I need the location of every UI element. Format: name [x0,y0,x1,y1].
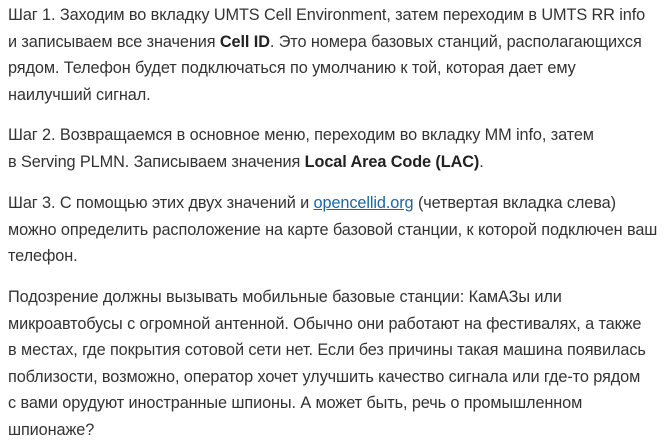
step-1-line-1: Шаг 1. Заходим во вкладку UMTS Cell Environment, затем переходим в UMTS RR info [8,6,646,24]
step-3-line-2: можно определить расположение на карте базовой станции, к которой подключен ваш [8,220,658,239]
step-3-paragraph [8,190,657,270]
warning-line-5: с вами орудуют иностранные шпионы. А может быть, речь о промышленном [8,394,583,412]
step-2-text: в Serving PLMN. Записываем значения [8,152,305,171]
step-1-line-3: рядом. Телефон будет подключаться по умолчанию к той, которая дает ему [8,59,576,77]
warning-line-4: поблизости, возможно, оператор хочет улучшить качество сигнала или где-то рядом [8,367,641,386]
step-1-text-continued: . Это номера базовых станций, располагающихся [269,32,642,51]
warning-line-1: Подозрение должны вызывать мобильные базовые станции: КамАЗы или [8,288,562,306]
warning-paragraph [8,284,646,443]
step-2-paragraph [8,122,594,175]
step-2-line-1: Шаг 2. Возвращаемся в основное меню, переходим во вкладку MM info, затем [8,126,594,144]
step-1-text: и записываем все значения [8,32,220,51]
step-2-line-2 [8,149,594,176]
cell-id-term: Cell ID [219,32,270,51]
step-3-text-continued: (четвертая вкладка слева) [413,194,616,212]
opencellid-link[interactable]: opencellid.org [313,194,414,212]
step-1-line-4: наилучший сигнал. [8,85,151,104]
step-3-line-1 [8,190,657,217]
step-3-line-3: телефон. [8,247,78,265]
warning-line-2: микроавтобусы с огромной антенной. Обычно они работают на фестивалях, а также [8,314,642,333]
warning-line-6: шпионаже? [8,420,95,439]
step-2-period: . [479,152,484,171]
step-1-paragraph [8,2,645,108]
step-3-text: Шаг 3. С помощью этих двух значений и [8,194,314,212]
warning-line-3: в местах, где покрытия сотовой сети нет. Если без причины такая машина появилась [8,341,646,359]
lac-term: Local Area Code (LAC) [304,152,480,171]
step-1-line-2 [8,29,645,56]
